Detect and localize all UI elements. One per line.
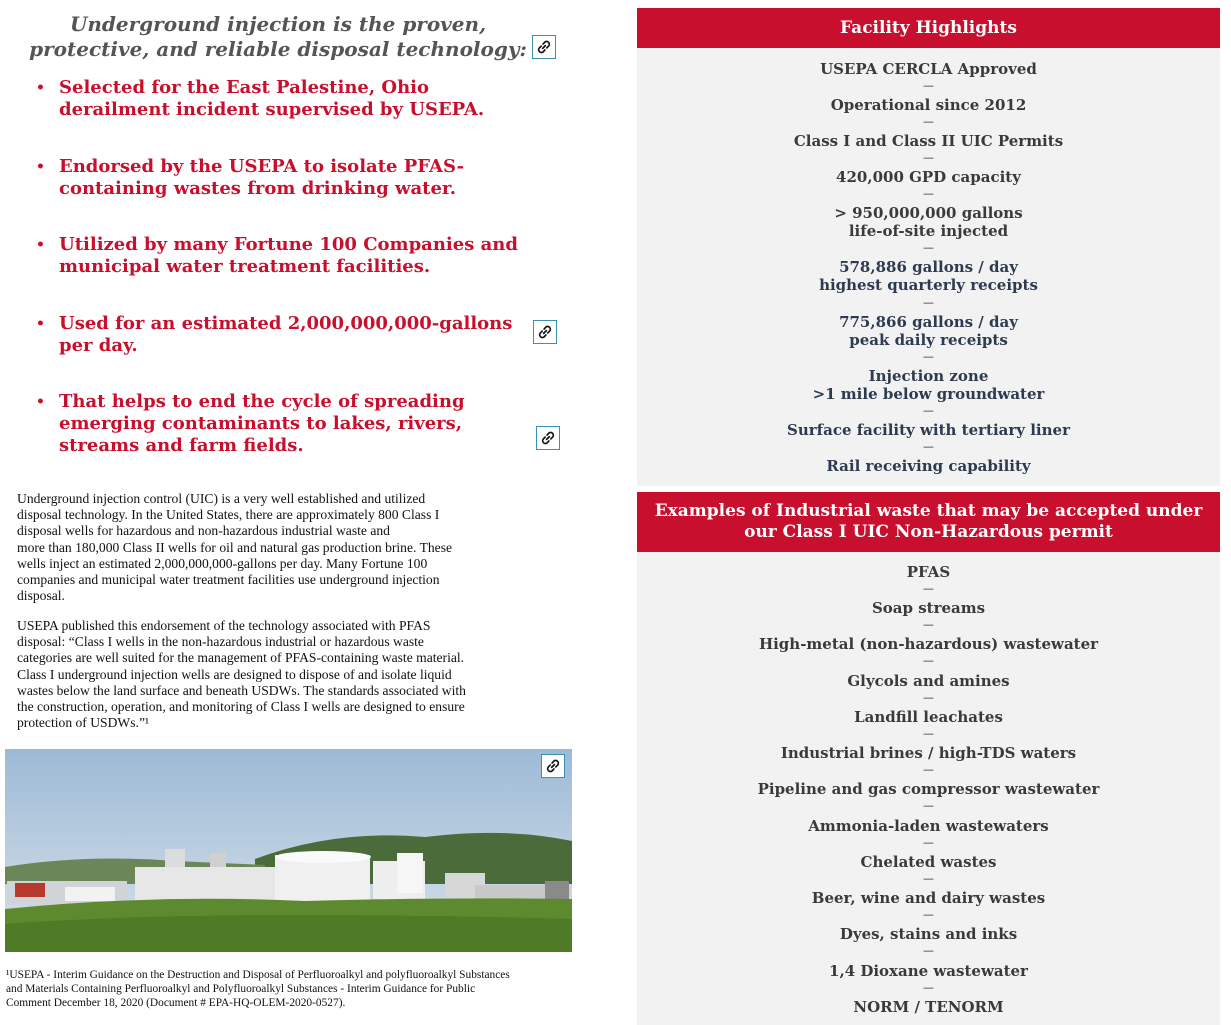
facility-highlights-panel [637, 48, 1220, 486]
highlight-item: USEPA CERCLA Approved [820, 60, 1037, 78]
separator: — [923, 618, 934, 631]
waste-example-item: Landfill leachates [854, 708, 1003, 726]
examples-panel [637, 552, 1220, 1025]
separator: — [923, 799, 934, 812]
waste-example-item: Industrial brines / high-TDS waters [780, 744, 1077, 762]
waste-example-item: Soap streams [871, 599, 986, 617]
separator: — [923, 654, 934, 667]
list-item: • Utilized by many Fortune 100 Companies and municipal water treatment facilities. [36, 234, 518, 277]
waste-example-item: Chelated wastes [860, 853, 997, 871]
waste-example-item: Glycols and amines [847, 672, 1010, 690]
separator: — [923, 981, 934, 994]
bullet-dot: • [36, 159, 45, 175]
highlight-item: Operational since 2012 [830, 96, 1027, 114]
separator: — [923, 404, 934, 417]
bullet-dot: • [36, 80, 45, 96]
waste-example-item: High-metal (non-hazardous) wastewater [758, 635, 1099, 653]
waste-example-item: Dyes, stains and inks [839, 925, 1018, 943]
waste-example-item: Pipeline and gas compressor wastewater [757, 780, 1100, 798]
separator: — [923, 187, 934, 200]
bullet-dot: • [36, 316, 45, 332]
separator: — [923, 691, 934, 704]
list-item: • That helps to end the cycle of spreading emerging contaminants to lakes, rivers, streams and farm fields. [36, 391, 465, 456]
footnote: ¹USEPA - Interim Guidance on the Destruction and Disposal of Perfluoroalkyl and polyfluoroalkyl Substances and Materials Containing Perfluoroalkyl and Polyfluoroalkyl Substances - Interim Guidance for Public Comment December 18, 2020 (Document # EPA-HQ-OLEM-2020-0527). [6, 969, 510, 1009]
link-icon[interactable] [533, 320, 557, 344]
waste-example-item: 1,4 Dioxane wastewater [829, 962, 1028, 980]
highlight-item: Surface facility with tertiary liner [787, 421, 1070, 439]
headline-line-2: protective, and reliable disposal technology: [29, 37, 527, 61]
separator: — [923, 836, 934, 849]
separator: — [923, 763, 934, 776]
separator: — [923, 727, 934, 740]
waste-example-item: PFAS [906, 563, 951, 581]
bullet-dot: • [36, 237, 45, 253]
facility-photo [5, 749, 572, 952]
waste-example-item: Beer, wine and dairy wastes [811, 889, 1046, 907]
examples-header: Examples of Industrial waste that may be accepted under our Class I UIC Non-Hazardous permit [637, 492, 1220, 552]
list-item: • Endorsed by the USEPA to isolate PFAS- containing wastes from drinking water. [36, 156, 465, 199]
highlight-item: 775,866 gallons / day peak daily receipts [839, 313, 1018, 349]
waste-example-item: Ammonia-laden wastewaters [808, 817, 1049, 835]
separator: — [923, 151, 934, 164]
separator: — [923, 944, 934, 957]
list-item: • Used for an estimated 2,000,000,000-gallons per day. [36, 313, 513, 356]
link-icon[interactable] [532, 35, 556, 59]
highlight-item: Injection zone >1 mile below groundwater [812, 367, 1045, 403]
separator: — [923, 350, 934, 363]
highlight-item: > 950,000,000 gallons life-of-site injected [834, 204, 1023, 240]
headline [18, 12, 538, 62]
separator: — [923, 115, 934, 128]
separator: — [923, 872, 934, 885]
list-item: • Selected for the East Palestine, Ohio derailment incident supervised by USEPA. [36, 77, 485, 120]
highlight-item: 420,000 GPD capacity [836, 168, 1021, 186]
separator: — [923, 241, 934, 254]
bullet-dot: • [36, 394, 45, 410]
usepa-endorsement-paragraph: USEPA published this endorsement of the technology associated with PFAS disposal: “Class I wells in the non-hazardous industrial or hazardous waste categories are well suited for the management of PFAS-containing waste material. Class I underground injection wells are designed to dispose of and isolate liquid wastes below the land surface and beneath USDWs. The standards associated with the construction, operation, and monitoring of Class I wells are designed to ensure protection of USDWs.”¹ [17, 618, 466, 731]
headline-line-1: Underground injection is the proven, [69, 12, 487, 36]
separator: — [923, 908, 934, 921]
highlight-item: Class I and Class II UIC Permits [793, 132, 1064, 150]
uic-paragraph: Underground injection control (UIC) is a very well established and utilized disposal technology. In the United States, there are approximately 800 Class I disposal wells for hazardous and non-hazardous industrial waste and more than 180,000 Class II wells for oil and natural gas production brine. These wells inject an estimated 2,000,000,000-gallons per day. Many Fortune 100 companies and municipal water treatment facilities use underground injection disposal. [17, 491, 453, 604]
separator: — [923, 79, 934, 92]
separator: — [923, 296, 934, 309]
highlight-item: 578,886 gallons / day highest quarterly receipts [819, 258, 1038, 294]
link-icon[interactable] [536, 426, 560, 450]
link-icon[interactable] [541, 754, 565, 778]
separator: — [923, 582, 934, 595]
separator: — [923, 440, 934, 453]
highlight-item: Rail receiving capability [826, 457, 1031, 475]
waste-example-item: NORM / TENORM [853, 998, 1004, 1016]
facility-highlights-header: Facility Highlights [637, 8, 1220, 48]
